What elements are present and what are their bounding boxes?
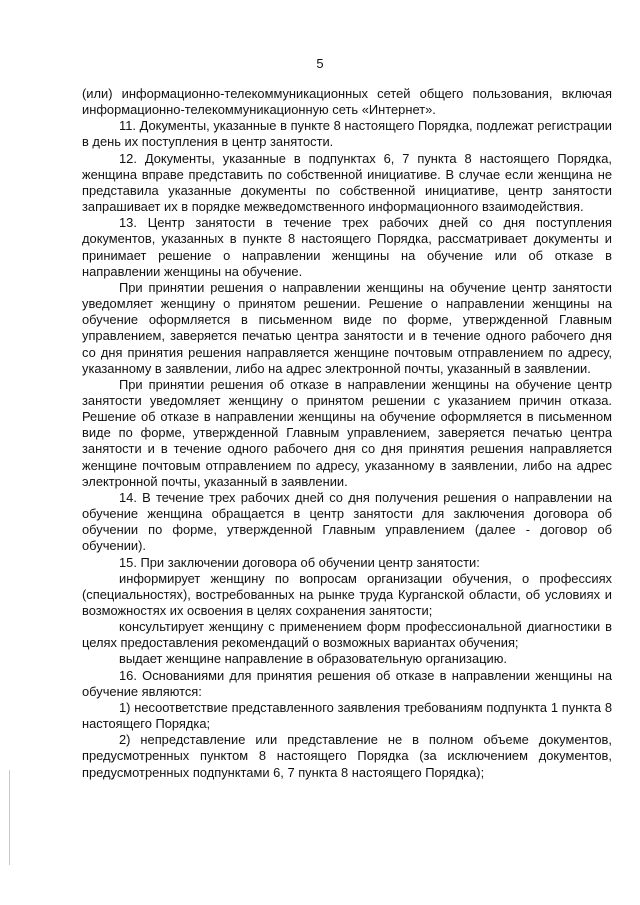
paragraph-item-13: 13. Центр занятости в течение трех рабочих дней со дня поступления документов, указанных в пункте 8 настоящего Порядка, рассматривает документы и принимает решение о направлении женщины на обучение или об отказе в направлении женщины на обучение. <box>82 215 612 279</box>
paragraph-approval-decision: При принятии решения о направлении женщины на обучение центр занятости уведомляет женщину о принятом решении. Решение о направлении женщины на обучение оформляется в письменном виде по форме, утвержденной Главным управлением, заверяется печатью центра занятости и в течение одного рабочего дня со дня принятия решения направляется женщине почтовым отправлением по адресу, указанному в заявлении, либо на адрес электронной почты, указанный в заявлении. <box>82 279 612 376</box>
page-number: 5 <box>316 56 324 71</box>
paragraph-subitem-1: 1) несоответствие представленного заявления требованиям подпункта 1 пункта 8 настоящего Порядка; <box>82 699 612 732</box>
document-body <box>82 86 612 781</box>
paragraph-informs: информирует женщину по вопросам организации обучения, о профессиях (специальностях), востребованных на рынке труда Курганской области, об условиях и возможностях их освоения в целях сохранения занятости; <box>82 570 612 618</box>
scan-margin-mark <box>9 770 10 865</box>
paragraph-item-11: 11. Документы, указанные в пункте 8 настоящего Порядка, подлежат регистрации в день их поступления в центр занятости. <box>82 118 612 150</box>
paragraph-issues-referral: выдает женщине направление в образовательную организацию. <box>119 651 507 667</box>
paragraph-refusal-decision: При принятии решения об отказе в направлении женщины на обучение центр занятости уведомляет женщину о принятом решении с указанием причин отказа. Решение об отказе в направлении женщины на обучение оформляется в письменном виде по форме, утвержденной Главным управлением, заверяется печатью центра занятости и в течение одного рабочего дня со дня принятия решения направляется женщине почтовым отправлением по адресу, указанному в заявлении, либо на адрес электронной почты, указанный в заявлении. <box>82 376 612 489</box>
paragraph-item-12: 12. Документы, указанные в подпунктах 6, 7 пункта 8 настоящего Порядка, женщина вправе представить по собственной инициативе. В случае если женщина не представила указанные документы по собственной инициативе, центр занятости запрашивает их в порядке межведомственного информационного взаимодействия. <box>82 150 612 215</box>
paragraph-item-15: 15. При заключении договора об обучении центр занятости: <box>119 554 480 570</box>
paragraph-item-14: 14. В течение трех рабочих дней со дня получения решения о направлении на обучение женщина обращается в центр занятости для заключения договора об обучении по форме, утвержденной Главным управлением (далее - договор об обучении). <box>82 489 612 554</box>
paragraph-consults: консультирует женщину с применением форм профессиональной диагностики в целях предоставления рекомендаций о возможных вариантах обучения; <box>82 619 612 651</box>
paragraph-subitem-2: 2) непредставление или представление не в полном объеме документов, предусмотренных пунктом 8 настоящего Порядка (за исключением документов, предусмотренных подпунктами 6, 7 пункта 8 настоящего Порядка); <box>82 732 612 780</box>
paragraph-continuation: (или) информационно-телекоммуникационных сетей общего пользования, включая информационно-телекоммуникационную сеть «Интернет». <box>82 86 612 118</box>
paragraph-item-16: 16. Основаниями для принятия решения об отказе в направлении женщины на обучение являются: <box>82 667 612 699</box>
